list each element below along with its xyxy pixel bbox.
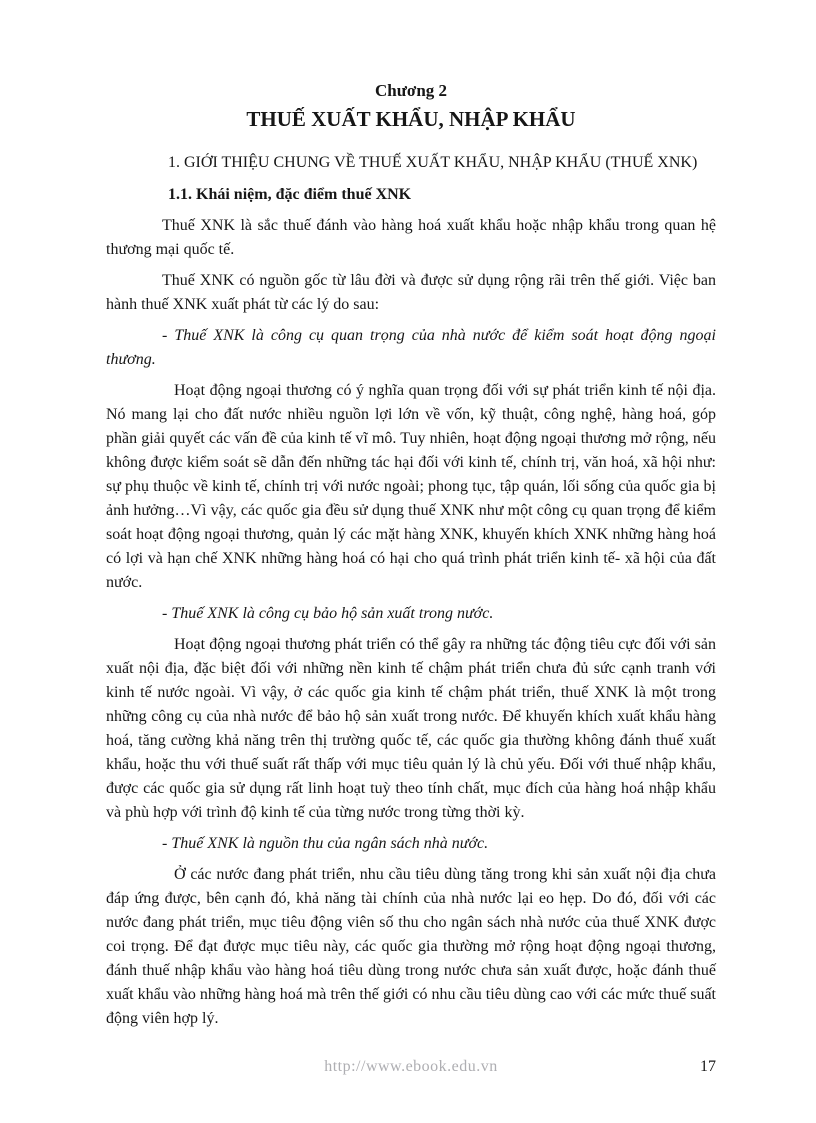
paragraph-origin: Thuế XNK có nguồn gốc từ lâu đời và được sử dụng rộng rãi trên thế giới. Việc ban hành thuế XNK xuất phát từ các lý do sau: bbox=[106, 272, 716, 313]
page-number: 17 bbox=[700, 1058, 716, 1075]
footer-url: http://www.ebook.edu.vn bbox=[324, 1058, 498, 1075]
paragraph-foreign-trade: Hoạt động ngoại thương có ý nghĩa quan trọng đối với sự phát triển kinh tế nội địa. Nó mang lại cho đất nước nhiều nguồn lợi lớn về vốn, kỹ thuật, công nghệ, hàng hoá, góp phần giải quyết các vấn đề của kinh tế vĩ mô. Tuy nhiên, hoạt động ngoại thương mở rộng, nếu không được kiểm soát sẽ dẫn đến những tác hại đối với kinh tế, chính trị, văn hoá, xã hội như: sự phụ thuộc về kinh tế, chính trị với nước ngoài; phong tục, tập quán, lối sống của quốc gia bị ảnh hưởng…Vì vậy, các quốc gia đều sử dụng thuế XNK như một công cụ quan trọng để kiểm soát hoạt động ngoại thương, quản lý các mặt hàng XNK, khuyến khích XNK những hàng hoá có lợi và hạn chế XNK những hàng hoá có hại cho quá trình phát triển kinh tế- xã hội của đất nước. bbox=[106, 382, 716, 591]
bullet-protection-tool: - Thuế XNK là công cụ bảo hộ sản xuất trong nước. bbox=[162, 605, 494, 622]
bullet-control-tool: - Thuế XNK là công cụ quan trọng của nhà nước để kiểm soát hoạt động ngoại thương. bbox=[106, 327, 716, 368]
subsection-heading: 1.1. Khái niệm, đặc điểm thuế XNK bbox=[168, 186, 412, 203]
paragraph-developing-countries: Ở các nước đang phát triển, nhu cầu tiêu dùng tăng trong khi sản xuất nội địa chưa đáp ứng được, bên cạnh đó, khả năng tài chính của nhà nước lại eo hẹp. Do đó, đối với các nước đang phát triển, mục tiêu động viên số thu cho ngân sách nhà nước của thuế XNK được coi trọng. Để đạt được mục tiêu này, các quốc gia thường mở rộng hoạt động ngoại thương, đánh thuế nhập khẩu vào hàng hoá tiêu dùng trong nước chưa sản xuất được, hoặc đánh thuế xuất khẩu vào những hàng hoá mà trên thế giới có nhu cầu tiêu dùng cao với các mức thuế suất động viên hợp lý. bbox=[106, 866, 716, 1027]
page-content bbox=[106, 78, 716, 1038]
chapter-title: THUẾ XUẤT KHẨU, NHẬP KHẨU bbox=[246, 107, 576, 131]
paragraph-definition: Thuế XNK là sắc thuế đánh vào hàng hoá xuất khẩu hoặc nhập khẩu trong quan hệ thương mại quốc tế. bbox=[106, 217, 716, 258]
chapter-label: Chương 2 bbox=[374, 81, 448, 100]
bullet-budget-revenue: - Thuế XNK là nguồn thu của ngân sách nhà nước. bbox=[162, 835, 489, 852]
section-heading: 1. GIỚI THIỆU CHUNG VỀ THUẾ XUẤT KHẨU, NHẬP KHẨU (THUẾ XNK) bbox=[168, 154, 698, 171]
page-footer bbox=[106, 1056, 716, 1078]
paragraph-domestic-protection: Hoạt động ngoại thương phát triển có thể gây ra những tác động tiêu cực đối với sản xuất nội địa, đặc biệt đối với những nền kinh tế chậm phát triển chưa đủ sức cạnh tranh với kinh tế nước ngoài. Vì vậy, ở các quốc gia kinh tế chậm phát triển, thuế XNK là một trong những công cụ của nhà nước để bảo hộ sản xuất trong nước. Để khuyến khích xuất khẩu hàng hoá, tăng cường khả năng trên thị trường quốc tế, các quốc gia thường không đánh thuế xuất khẩu, hoặc thu với thuế suất rất thấp với mục tiêu quản lý là chủ yếu. Đối với thuế nhập khẩu, được các quốc gia sử dụng rất linh hoạt tuỳ theo tính chất, mục đích của hàng hoá nhập khẩu và phù hợp với trình độ kinh tế của từng nước trong từng thời kỳ. bbox=[106, 636, 716, 821]
